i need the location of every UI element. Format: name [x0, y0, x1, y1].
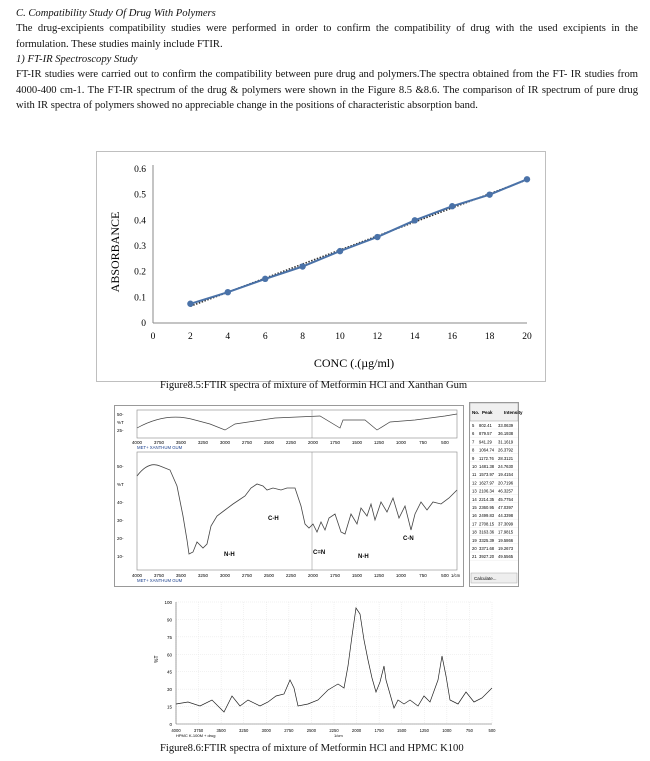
- ftir-paragraph: FT-IR studies were carried out to confirm the compatibility between pure drug and polymers.The spectra obtained from the FT- IR studies from 4000-400 cm-1. The FT-IR spectrum of the drug & polymers were shown in the Figure 8.5 &8.6. The comparison of IR spectrum of pure drug with IR spectra of polymers showed no appreciable change in the positions of characteristic absorption band.: [16, 69, 638, 112]
- table-cell: 1172.76: [479, 455, 494, 461]
- table-cell: 15: [472, 505, 477, 510]
- top-axis-tick: 3750: [153, 440, 165, 445]
- main-axis-tick: 2500: [263, 573, 275, 578]
- figure-8-6-caption: Figure8.6:FTIR spectra of mixture of Metformin HCl and HPMC K100: [160, 743, 464, 754]
- table-cell: 19.4154: [498, 472, 514, 478]
- x-tick-label: 1750: [374, 728, 384, 733]
- x-tick-label: 4: [225, 332, 231, 342]
- x-tick-label: 2250: [329, 728, 339, 733]
- x-tick-label: 3500: [216, 728, 226, 733]
- table-cell: 33.0639: [498, 423, 514, 428]
- axis-unit: 1/cm: [451, 573, 461, 578]
- x-tick-label: 2: [188, 332, 193, 342]
- peak-table-svg: [470, 403, 523, 586]
- peak-annotation: C-N: [403, 536, 414, 542]
- y-tick-label: 15: [166, 704, 172, 710]
- table-cell: 2106.34: [479, 488, 495, 494]
- peak-annotation: C-H: [268, 516, 279, 522]
- table-cell: 44.3398: [498, 513, 514, 519]
- table-cell: 6: [472, 431, 475, 437]
- x-tick-label: 1500: [397, 728, 407, 733]
- table-cell: 7: [472, 439, 475, 445]
- axis-unit: 1/cm: [334, 733, 343, 738]
- x-tick-label: 0: [150, 332, 156, 342]
- ftir-spectrum-xanthan-svg: [115, 406, 463, 586]
- table-cell: 8: [472, 447, 475, 453]
- y-tick-label: 45: [166, 669, 172, 675]
- top-axis-tick: 2500: [263, 440, 275, 445]
- overview-y-tick: 50-: [117, 412, 124, 417]
- overview-y-tick: %T: [117, 420, 124, 425]
- table-cell: 2708.15: [479, 521, 495, 527]
- main-axis-tick: 3250: [197, 573, 209, 578]
- x-tick-label: 16: [447, 332, 457, 342]
- x-tick-label: 2000: [351, 728, 362, 733]
- table-cell: 18: [472, 529, 477, 535]
- x-tick-label: 3250: [239, 728, 249, 733]
- main-spectrum-frame: [137, 452, 457, 570]
- ftir-spectrum-hpmc: [148, 596, 498, 738]
- main-axis-tick: 3500: [175, 573, 187, 578]
- top-axis-tick: 2000: [307, 440, 319, 445]
- table-cell: 941.29: [479, 439, 492, 445]
- table-cell: 2214.35: [479, 496, 495, 502]
- top-axis-tick: 2250: [285, 440, 297, 445]
- main-y-tick: %T: [117, 482, 124, 487]
- table-header-cell: Peak: [482, 410, 493, 415]
- main-y-tick: 40-: [117, 500, 124, 505]
- top-overview-frame: [137, 410, 457, 438]
- y-tick-label: 0.4: [134, 216, 146, 227]
- table-cell: 12: [472, 480, 477, 486]
- main-axis-tick: 500: [441, 573, 449, 578]
- main-axis-tick: 1750: [329, 573, 341, 578]
- table-cell: 26.3792: [498, 447, 514, 453]
- x-tick-label: 12: [372, 332, 383, 342]
- data-point: [299, 263, 305, 269]
- table-cell: 1627.97: [479, 480, 495, 486]
- figure-8-5-caption: Figure8.5:FTIR spectra of mixture of Metformin HCl and Xanthan Gum: [160, 380, 468, 391]
- main-y-tick: 10-: [117, 554, 124, 559]
- y-tick-label: 60: [166, 652, 172, 658]
- table-header-cell: Intensity: [504, 410, 523, 415]
- table-cell: 19: [472, 537, 477, 543]
- footer-label: HPMC K-100M + drug: [176, 733, 216, 738]
- top-footer-label: MET+ XANTHUM GUM: [137, 445, 183, 450]
- x-tick-label: 8: [300, 332, 305, 342]
- data-point: [225, 289, 231, 295]
- table-cell: 11: [472, 472, 477, 478]
- table-cell: 28.3121: [498, 455, 514, 461]
- table-cell: 46.3257: [498, 488, 514, 494]
- main-axis-tick: 1000: [395, 573, 407, 578]
- top-axis-tick: 3500: [175, 440, 187, 445]
- table-cell: 3927.20: [479, 554, 495, 560]
- overview-y-tick: 25-: [117, 428, 124, 433]
- table-cell: 2499.83: [479, 513, 495, 519]
- main-axis-tick: 750: [419, 573, 427, 578]
- y-tick-label: 0: [141, 319, 146, 329]
- y-tick-label: 0.2: [134, 267, 146, 278]
- table-cell: 49.5565: [498, 554, 514, 560]
- data-point: [486, 191, 492, 197]
- peak-annotation: C=N: [313, 550, 326, 556]
- y-tick-label: 0: [169, 722, 172, 727]
- y-tick-label: 0.6: [134, 165, 146, 175]
- table-cell: 37.3099: [498, 521, 514, 527]
- main-axis-tick: 2250: [285, 573, 297, 578]
- top-axis-tick: 1500: [351, 440, 363, 445]
- intro-paragraph: The drug-excipients compatibility studies were performed in order to confirm the compatibility of drug with the used excipients in the formulation. These studies mainly include FTIR.: [16, 23, 638, 50]
- data-point: [524, 176, 530, 182]
- calculate-button-label: Calculate...: [474, 576, 497, 581]
- x-tick-label: 3000: [261, 728, 271, 733]
- y-tick-label: 75: [166, 634, 172, 640]
- section-heading: C. Compatibility Study Of Drug With Polymers: [16, 8, 216, 19]
- table-cell: 31.1619: [498, 439, 514, 445]
- table-cell: 19.2673: [498, 546, 514, 551]
- x-tick-label: 3750: [193, 728, 204, 733]
- x-tick-label: 18: [484, 332, 495, 342]
- x-tick-label: 14: [410, 332, 420, 342]
- y-tick-label: 30: [166, 687, 172, 693]
- overview-spectrum-line: [137, 414, 457, 430]
- y-tick-label: 100: [164, 600, 172, 605]
- top-axis-tick: 1000: [395, 440, 407, 445]
- table-cell: 3371.68: [479, 546, 495, 551]
- top-axis-tick: 3000: [219, 440, 231, 445]
- peak-table-panel: [469, 402, 523, 587]
- table-cell: 47.0397: [498, 505, 514, 510]
- table-cell: 879.57: [479, 431, 492, 437]
- main-axis-tick: 2000: [307, 573, 319, 578]
- table-cell: 9: [472, 455, 475, 461]
- data-point: [374, 234, 380, 240]
- data-series-line: [190, 179, 527, 303]
- main-axis-tick: 3750: [153, 573, 165, 578]
- table-cell: 13: [472, 488, 477, 494]
- main-y-tick: 20-: [117, 536, 124, 541]
- table-cell: 1481.38: [479, 464, 495, 469]
- table-cell: 14: [472, 496, 477, 502]
- top-axis-tick: 3250: [197, 440, 209, 445]
- data-point: [262, 276, 268, 282]
- table-cell: 3325.39: [479, 537, 495, 543]
- top-axis-tick: 500: [441, 440, 449, 445]
- y-tick-label: 0.3: [134, 242, 146, 252]
- x-tick-label: 6: [262, 332, 268, 342]
- main-footer-label: MET+ XANTHUM GUM: [137, 578, 183, 583]
- table-cell: 5: [472, 423, 475, 428]
- top-axis-tick: 2750: [241, 440, 253, 445]
- table-cell: 10: [472, 464, 477, 469]
- table-cell: 21: [472, 554, 477, 560]
- main-y-tick: 50-: [117, 464, 124, 469]
- table-cell: 3163.36: [479, 529, 495, 535]
- table-cell: 24.7630: [498, 464, 514, 469]
- subheading: 1) FT-IR Spectroscopy Study: [16, 54, 138, 65]
- table-cell: 17: [472, 521, 477, 527]
- x-tick-label: 2750: [284, 728, 294, 733]
- main-y-tick: 30-: [117, 518, 124, 523]
- y-tick-label: 0.1: [134, 293, 146, 304]
- y-axis-label: %T: [154, 655, 160, 663]
- table-header-cell: No.: [472, 410, 480, 415]
- top-axis-tick: 1250: [373, 440, 385, 445]
- y-tick-label: 90: [166, 617, 172, 623]
- data-point: [337, 248, 343, 254]
- x-tick-label: 1000: [442, 728, 452, 733]
- table-cell: 19.5866: [498, 537, 514, 543]
- table-cell: 2360.95: [479, 505, 495, 510]
- top-axis-tick: 4000: [131, 440, 143, 445]
- x-tick-label: 750: [465, 728, 473, 733]
- table-cell: 45.7754: [498, 496, 514, 502]
- calibration-chart: [96, 151, 546, 382]
- table-cell: 36.1938: [498, 431, 514, 437]
- data-point: [449, 203, 455, 209]
- table-cell: 17.9815: [498, 529, 514, 535]
- x-tick-label: 2500: [306, 728, 317, 733]
- x-tick-label: 20: [522, 332, 532, 342]
- table-cell: 16: [472, 513, 477, 519]
- main-axis-tick: 2750: [241, 573, 253, 578]
- calibration-chart-svg: [97, 152, 545, 381]
- table-cell: 20: [472, 546, 477, 551]
- main-axis-tick: 3000: [219, 573, 231, 578]
- ftir-spectrum-xanthan: [114, 405, 464, 587]
- x-tick-label: 4000: [171, 728, 181, 733]
- table-cell: 802.41: [479, 423, 492, 428]
- x-axis-title: CONC (.(µg/ml): [313, 356, 395, 370]
- ftir-spectrum-hpmc-svg: [148, 596, 498, 738]
- peak-annotation: N-H: [224, 552, 235, 558]
- x-tick-label: 10: [335, 332, 345, 342]
- y-axis-title: ABSORBANCE: [108, 211, 122, 293]
- x-tick-label: 1250: [419, 728, 429, 733]
- x-tick-label: 500: [488, 728, 496, 733]
- top-axis-tick: 750: [419, 440, 427, 445]
- main-axis-tick: 1500: [351, 573, 363, 578]
- peak-annotation: N-H: [358, 554, 369, 560]
- y-tick-label: 0.5: [134, 190, 146, 201]
- data-point: [187, 301, 193, 307]
- table-cell: 20.7196: [498, 480, 514, 486]
- table-cell: 1064.74: [479, 447, 495, 453]
- top-axis-tick: 1750: [329, 440, 341, 445]
- main-axis-tick: 4000: [131, 573, 143, 578]
- main-axis-tick: 1250: [373, 573, 385, 578]
- table-cell: 1573.97: [479, 472, 495, 478]
- data-point: [412, 217, 418, 223]
